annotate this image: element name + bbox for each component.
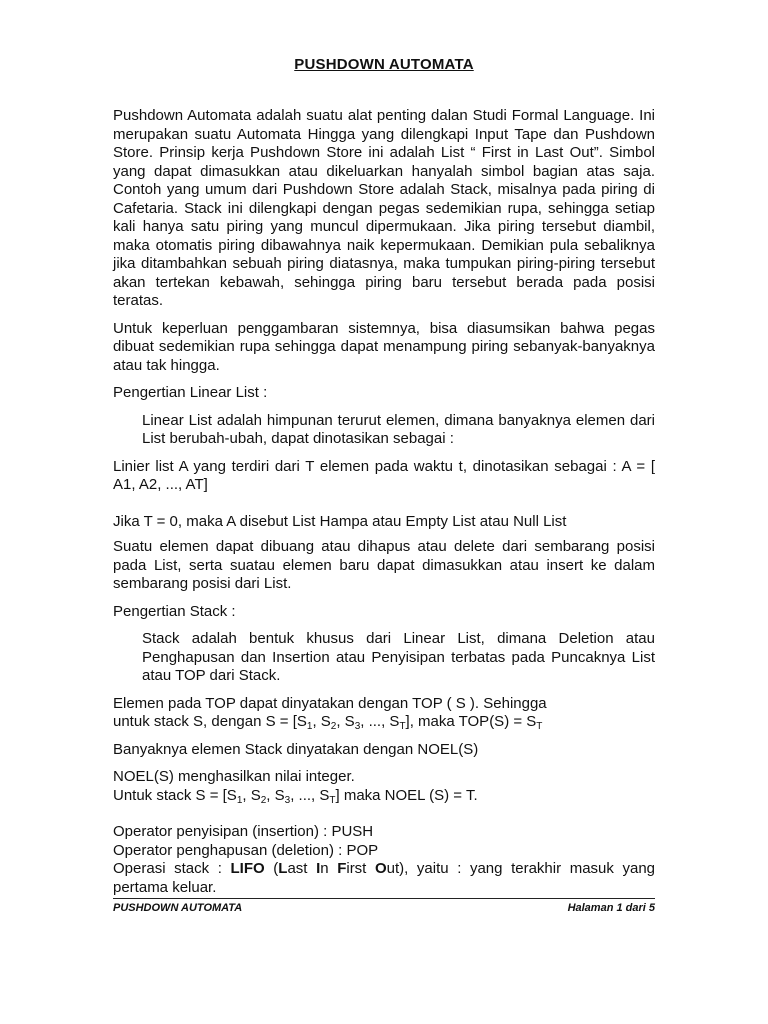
noel-integer-line: NOEL(S) menghasilkan nilai integer.: [113, 768, 355, 785]
noel-definition: Banyaknya elemen Stack dinyatakan dengan NOEL(S): [113, 740, 479, 758]
assumption-paragraph: Untuk keperluan penggambaran sistemnya, bisa diasumsikan bahwa pegas dibuat sedemikian rupa sehingga dapat menampung piring sebanyak-banyaknya atau tak hingga.: [113, 319, 655, 374]
noel-paragraph: [113, 768, 655, 805]
push-operator-line: Operator penyisipan (insertion) : PUSH: [113, 823, 374, 840]
linear-list-heading: Pengertian Linear List :: [113, 384, 268, 401]
document-title: PUSHDOWN AUTOMATA: [294, 56, 474, 73]
document-body: [113, 107, 655, 897]
stack-heading: Pengertian Stack :: [113, 602, 236, 620]
stack-definition: Stack adalah bentuk khusus dari Linear List, dimana Deletion atau Penghapusan dan Insertion atau Penyisipan terbatas pada Puncaknya List atau TOP dari Stack.: [142, 630, 655, 684]
footer-page-number: Halaman 1 dari 5: [567, 902, 655, 914]
footer-title: PUSHDOWN AUTOMATA: [113, 902, 243, 914]
operators-paragraph: [113, 823, 655, 897]
linear-list-definition: Linear List adalah himpunan terurut elemen, dimana banyaknya elemen dari List berubah-ubah, dapat dinotasikan sebagai :: [142, 411, 655, 447]
top-line-2: untuk stack S, dengan $S = [S_1$, $S_2$, $S_3$, ..., $S_T$], maka $TOP(S) = S_T$: [113, 713, 543, 732]
delete-insert-paragraph: Suatu elemen dapat dibuang atau dihapus atau delete dari sembarang posisi pada List, serta suatau elemen baru dapat dimasukkan atau insert ke dalam sembarang posisi dari List.: [113, 538, 655, 592]
top-paragraph: [113, 695, 655, 732]
linier-list-notation: Linier list A yang terdiri dari T elemen pada waktu t, dinotasikan sebagai : A = [ A1, A2, ..., AT]: [113, 457, 655, 493]
top-line-1: Elemen pada TOP dapat dinyatakan dengan TOP ( S ). Sehingga: [113, 694, 547, 712]
intro-paragraph: Pushdown Automata adalah suatu alat penting dalan Studi Formal Language. Ini merupakan suatu Automata Hingga yang dilengkapi Input Tape dan Pushdown Store. Prinsip kerja Pushdown Store ini adalah List “ First in Last Out”. Simbol yang dapat dimasukkan atau dikeluarkan hanyalah simbol bagian atas saja. Contoh yang umum dari Pushdown Store adalah Stack, misalnya pada piring di Cafetaria. Stack ini dilengkapi dengan pegas sedemikian rupa, sehingga setiap kali hanya satu piring yang muncul dipermukaan. Jika piring tersebut diambil, maka otomatis piring dibawahnya naik kepermukaan. Demikian pula sebaliknya jika ditambahkan sebuah piring diatasnya, maka tumpukan piring-piring tersebut akan tertekan kebawah, sehingga piring baru tersebut berada pada posisi teratas.: [113, 107, 655, 309]
lifo-line: Operasi stack : LIFO (Last In First Out), yaitu : yang terakhir masuk yang pertama keluar.: [113, 860, 656, 896]
empty-list-paragraph: Jika T = 0, maka A disebut List Hampa atau Empty List atau Null List: [113, 512, 567, 530]
noel-example-line: Untuk stack $S = [S_1$, $S_2$, $S_3$, ..., $S_T$] maka NOEL (S) = T.: [113, 786, 478, 806]
page-footer: [113, 898, 655, 914]
pop-operator-line: Operator penghapusan (deletion) : POP: [113, 841, 379, 859]
